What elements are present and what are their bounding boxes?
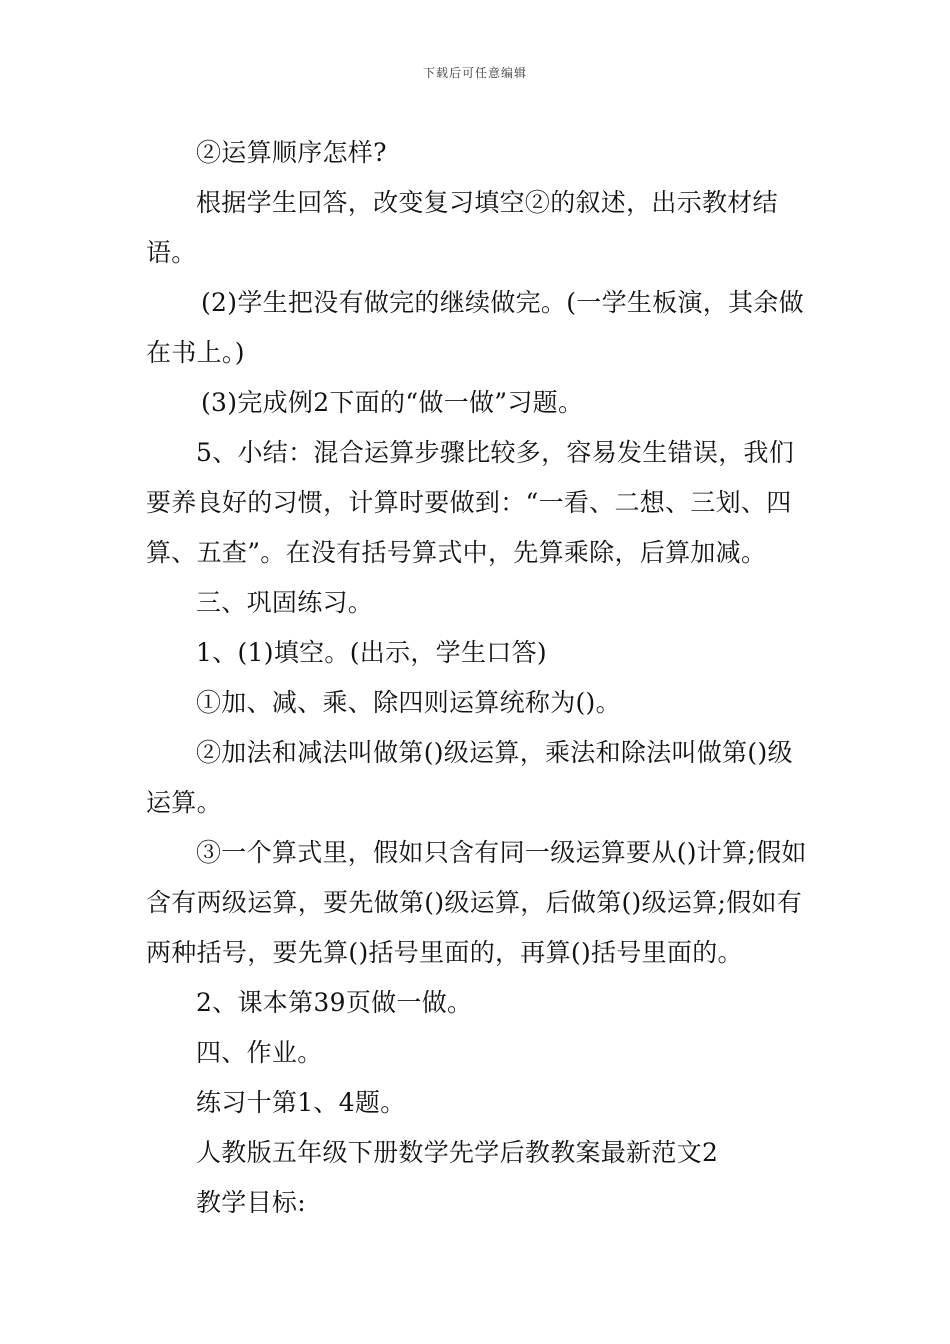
paragraph-fill-blank-3: ③一个算式里，假如只含有同一级运算要从()计算;假如含有两级运算，要先做第()级运算，后做第()级运算;假如有两种括号，要先算()括号里面的，再算()括号里面的。 <box>146 838 807 967</box>
document-body <box>146 128 810 1228</box>
paragraph-fill-blank-intro: 1、(1)填空。(出示，学生口答) <box>196 638 547 667</box>
paragraph-teaching-goals: 教学目标: <box>196 1188 306 1217</box>
paragraph-textbook-exercise: 2、课本第39页做一做。 <box>196 988 473 1017</box>
paragraph-homework-detail: 练习十第1、4题。 <box>196 1088 406 1117</box>
page-header-note: 下载后可任意编辑 <box>422 66 527 80</box>
paragraph-fill-blank-1: ①加、减、乘、除四则运算统称为()。 <box>196 688 621 717</box>
section-heading-practice: 三、巩固练习。 <box>196 588 374 617</box>
paragraph-summary: 5、小结：混合运算步骤比较多，容易发生错误，我们要养良好的习惯，计算时要做到：“一看、二想、三划、四算、五查”。在没有括号算式中，先算乘除，后算加减。 <box>146 438 795 567</box>
paragraph-example-exercise: (3)完成例2下面的“做一做”习题。 <box>201 388 584 417</box>
paragraph-operation-order-question: ②运算顺序怎样? <box>196 138 387 167</box>
paragraph-finish-work: (2)学生把没有做完的继续做完。(一学生板演，其余做在书上。) <box>146 288 804 367</box>
section-heading-homework: 四、作业。 <box>196 1038 323 1067</box>
paragraph-textbook-conclusion: 根据学生回答，改变复习填空②的叙述，出示教材结语。 <box>146 188 778 267</box>
paragraph-next-lesson-title: 人教版五年级下册数学先学后教教案最新范文2 <box>196 1138 719 1167</box>
paragraph-fill-blank-2: ②加法和减法叫做第()级运算，乘法和除法叫做第()级运算。 <box>146 738 793 817</box>
